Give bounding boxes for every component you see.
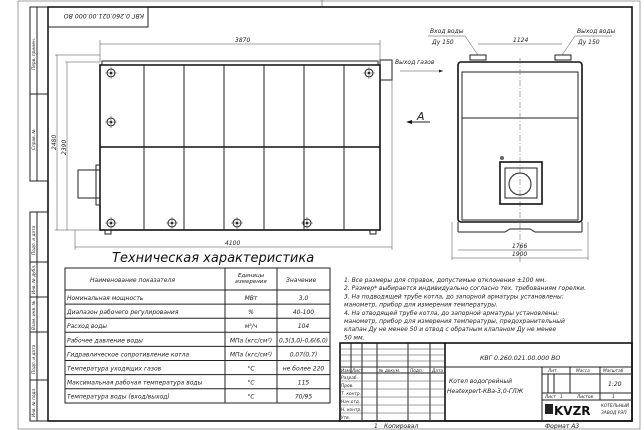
company-name: ЗАВОД РЭП bbox=[601, 411, 627, 416]
note-line: клапан Ду не менее 50 и отвод с обратным клапаном Ду не менее bbox=[344, 326, 557, 334]
table-cell: МПа (кгс/см²) bbox=[229, 351, 273, 359]
col-header: Лист bbox=[352, 369, 363, 374]
table-cell: МПа (кгс/см²) bbox=[229, 337, 273, 345]
dim-1124: 1124 bbox=[513, 37, 529, 44]
strip-label: Подп. и дата bbox=[32, 225, 37, 255]
table-cell: 0,3(3,0)-0,6(6,0) bbox=[279, 337, 328, 345]
spec-table-title: Техническая характеристика bbox=[112, 251, 315, 266]
side-strip bbox=[30, 7, 48, 421]
col-header: Подп. bbox=[410, 369, 424, 374]
title-block bbox=[340, 343, 632, 430]
table-row bbox=[67, 337, 328, 344]
doc-code: КВГ 0.260.021.00.000 ВО bbox=[480, 355, 561, 362]
strip-label: Подп. и дата bbox=[32, 344, 37, 374]
lug-icon bbox=[105, 67, 117, 79]
water-out-size: Ду 150 bbox=[578, 39, 600, 46]
lug-icon bbox=[301, 217, 313, 229]
dim-1900: 1900 bbox=[512, 251, 528, 258]
table-cell: Гидравлическое сопротивление котла bbox=[67, 351, 190, 359]
lit-label: Лит. bbox=[548, 369, 558, 374]
copied-label: Копировал bbox=[384, 423, 419, 430]
note-line: 50 мм. bbox=[344, 334, 365, 342]
table-cell: 0,07(0,7) bbox=[289, 351, 318, 359]
strip-label: Инв. № дубл. bbox=[32, 264, 37, 294]
table-cell: Максимальная рабочая температура воды bbox=[67, 379, 203, 387]
sheet-value: 1 bbox=[560, 395, 563, 400]
water-in-label: Вход воды bbox=[430, 28, 464, 35]
table-row bbox=[67, 295, 308, 302]
table-cell: Температура воды (вход/выход) bbox=[67, 393, 170, 401]
strip-label: Взам. инв. № bbox=[32, 300, 37, 330]
table-cell: Диапазон рабочего регулирования bbox=[67, 309, 179, 317]
scale-label: Масштаб bbox=[603, 369, 624, 374]
dim-2480: 2480 bbox=[51, 134, 58, 150]
front-view bbox=[51, 37, 443, 250]
table-cell: °С bbox=[247, 393, 255, 401]
table-header: Значение bbox=[286, 277, 317, 284]
table-cell: °С bbox=[247, 379, 255, 387]
water-in-size: Ду 150 bbox=[432, 39, 454, 46]
side-view bbox=[428, 28, 615, 262]
view-label-a: А bbox=[417, 110, 425, 123]
strip-label: Справ. № bbox=[32, 129, 37, 150]
col-header: Изм. bbox=[341, 369, 352, 374]
table-cell: 40-100 bbox=[292, 309, 315, 317]
stamp-code: КВГ 0.260.021.00.000 ВО bbox=[63, 12, 144, 19]
dim-4100: 4100 bbox=[225, 240, 241, 247]
table-cell: Расход воды bbox=[67, 323, 107, 331]
table-cell: % bbox=[248, 309, 254, 317]
note-line: 2. Размер* выбирается индивидуально согласно тех. требованиям горелки. bbox=[344, 285, 586, 293]
table-header: Единицы измерения bbox=[235, 272, 267, 285]
water-out-label: Выход воды bbox=[577, 28, 616, 35]
note-line: 4. На отводящей трубе котла, до запорной арматуры установлены: bbox=[344, 309, 560, 317]
dim-1766: 1766 bbox=[512, 243, 528, 250]
lug-icon bbox=[363, 67, 375, 79]
dim-3870: 3870 bbox=[235, 37, 251, 44]
table-header: Наименование показателя bbox=[90, 277, 175, 284]
notes bbox=[344, 277, 586, 341]
sheet-label: Лист bbox=[545, 395, 556, 400]
col-header: № докум. bbox=[379, 369, 401, 374]
table-row bbox=[67, 366, 324, 373]
role-label: Н. контр. bbox=[341, 408, 362, 413]
spec-table bbox=[65, 251, 330, 403]
sheets-label: Листов bbox=[577, 395, 594, 400]
table-row bbox=[67, 394, 312, 401]
role-label: Разраб. bbox=[341, 376, 358, 381]
table-cell: МВт bbox=[244, 295, 258, 302]
table-cell: Рабочее давление воды bbox=[67, 337, 143, 345]
lug-icon bbox=[166, 217, 178, 229]
lug-icon bbox=[231, 217, 243, 229]
table-cell: Температура уходящих газов bbox=[67, 365, 162, 373]
product-model: Heatexpert-КВа-3,0-ГЛЖ bbox=[447, 388, 524, 395]
table-cell: 3,0 bbox=[298, 295, 309, 302]
strip-label: Инв. № подл. bbox=[32, 387, 37, 417]
table-row bbox=[67, 380, 309, 387]
col-header: Дата bbox=[432, 369, 444, 374]
format-label: Формат А3 bbox=[545, 423, 580, 430]
sheets-value: 1 bbox=[612, 395, 615, 400]
note-line: манометр, прибор для измерения температуры. bbox=[344, 301, 498, 309]
role-label: Т. контр. bbox=[341, 392, 361, 397]
mass-label: Масса bbox=[576, 369, 590, 374]
product-name: Котел водогрейный bbox=[449, 378, 512, 385]
note-line: 3. На подводящей трубе котла, до запорной арматуры установлены: bbox=[344, 293, 564, 301]
table-cell: Номинальная мощность bbox=[67, 295, 144, 302]
table-row bbox=[67, 323, 309, 330]
table-row bbox=[67, 351, 317, 358]
role-label: Утв. bbox=[341, 416, 351, 421]
company-name: КОТЕЛЬНЫЙ bbox=[601, 404, 629, 409]
dim-2390: 2390 bbox=[61, 139, 68, 155]
strip-label: Перв. примен. bbox=[32, 37, 37, 70]
company-logo: KVZR bbox=[554, 404, 591, 418]
lug-icon bbox=[105, 217, 117, 229]
note-line: манометр, прибор для измерения температуры, предохранительный bbox=[344, 318, 565, 325]
table-cell: м³/ч bbox=[244, 323, 258, 331]
table-cell: °С bbox=[247, 365, 255, 373]
table-cell: 104 bbox=[297, 323, 310, 331]
copied-mark: 1 bbox=[374, 423, 378, 430]
lug-icon bbox=[105, 116, 117, 128]
gas-outlet-label: Выход газов bbox=[395, 59, 435, 66]
note-line: 1. Все размеры для справок, допустимые отклонения ±100 мм. bbox=[344, 277, 547, 284]
logo-mark bbox=[545, 404, 553, 414]
role-label: Нач.отд. bbox=[341, 400, 361, 405]
scale-value: 1:20 bbox=[608, 381, 622, 388]
role-label: Пров. bbox=[341, 384, 354, 389]
table-cell: 70/95 bbox=[294, 393, 313, 401]
table-cell: 115 bbox=[297, 379, 310, 387]
table-cell: не более 220 bbox=[282, 365, 325, 373]
